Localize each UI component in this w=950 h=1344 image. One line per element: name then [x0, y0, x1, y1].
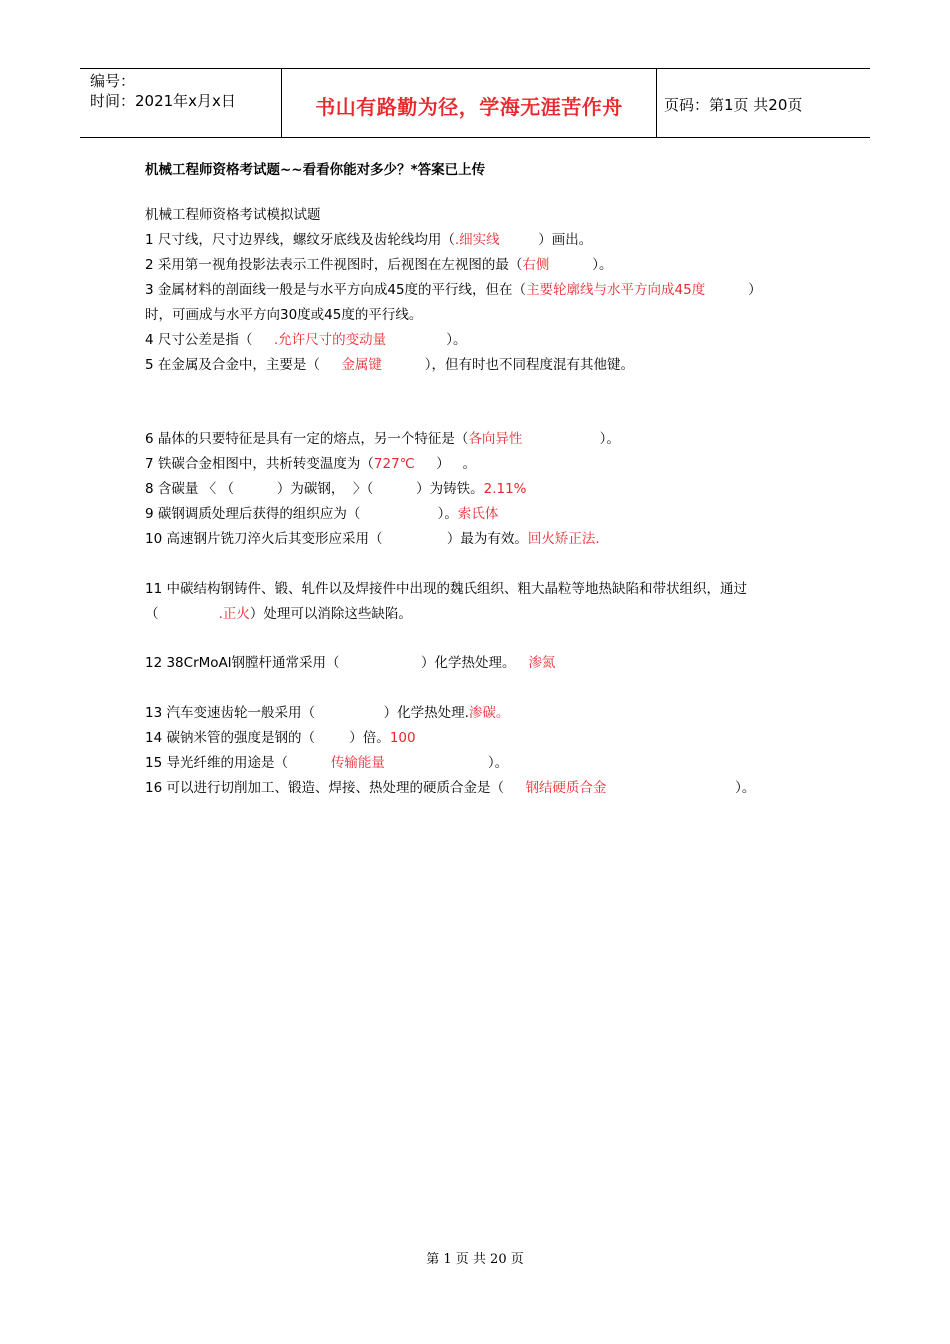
answer: 钢结硬质合金: [525, 780, 607, 796]
question-15: 15 导光纤维的用途是（ 传输能量 ）。: [145, 755, 509, 771]
answer: 各向异性: [468, 431, 523, 447]
answer: 主要轮廓线与水平方向成45度: [526, 282, 706, 298]
question-10: 10 高速钢片铣刀淬火后其变形应采用（ ）最为有效。回火矫正法.: [145, 531, 600, 547]
answer: 右侧: [522, 257, 550, 273]
question-8: 8 含碳量 〈 （ ）为碳钢， 〉（ ）为铸铁。2.11%: [145, 481, 527, 497]
question-11: 11 中碳结构钢铸件、锻、轧件以及焊接件中出现的魏氏组织、粗大晶粒等地热缺陷和带状组织，通过: [145, 581, 747, 597]
answer: 渗碳。: [468, 705, 510, 721]
question-6: 6 晶体的只要特征是具有一定的熔点，另一个特征是（各向异性 ）。: [145, 431, 620, 447]
document-subtitle: 机械工程师资格考试模拟试题: [145, 207, 321, 223]
question-7: 7 铁碳合金相图中，共析转变温度为（727℃ ） 。: [145, 456, 477, 472]
question-2: 2 采用第一视角投影法表示工件视图时，后视图在左视图的最（右侧 ）。: [145, 257, 613, 273]
question-14: 14 碳钠米管的强度是钢的（ ）倍。100: [145, 730, 416, 746]
answer: 2.11%: [483, 481, 527, 497]
header-meta: [90, 71, 236, 111]
question-4: 4 尺寸公差是指（ .允许尺寸的变动量 ）。: [145, 332, 467, 348]
question-13: 13 汽车变速齿轮一般采用（ ）化学热处理.渗碳。: [145, 705, 510, 721]
question-11-cont: （ .正火）处理可以消除这些缺陷。: [145, 606, 412, 622]
question-12: 12 38CrMoAl钢膛杆通常采用（ ）化学热处理。 渗氮: [145, 655, 556, 671]
header-divider: [656, 69, 657, 137]
question-3: 3 金属材料的剖面线一般是与水平方向成45度的平行线，但在（主要轮廓线与水平方向成45度 ）: [145, 282, 762, 298]
question-3-cont: 时，可画成与水平方向30度或45度的平行线。: [145, 307, 423, 323]
answer: 金属键: [341, 357, 382, 373]
question-16: 16 可以进行切削加工、锻造、焊接、热处理的硬质合金是（ 钢结硬质合金 ）。: [145, 780, 756, 796]
header-motto: 书山有路勤为径，学海无涯苦作舟: [315, 95, 623, 119]
answer: .正火: [218, 606, 250, 622]
answer: 回火矫正法.: [527, 531, 600, 547]
header-page-info: 页码：第1页 共20页: [664, 96, 803, 114]
page-footer: 第 1 页 共 20 页: [426, 1252, 524, 1267]
answer: .允许尺寸的变动量: [273, 332, 387, 348]
answer: 索氏体: [457, 506, 499, 522]
answer: 传输能量: [330, 755, 385, 771]
answer: .细实线: [454, 232, 500, 248]
answer: 727℃: [373, 456, 415, 472]
answer: 100: [389, 730, 416, 746]
question-9: 9 碳钢调质处理后获得的组织应为（ ）。索氏体: [145, 506, 499, 522]
document-title: 机械工程师资格考试题~~看看你能对多少？*答案已上传: [145, 162, 486, 178]
date-line: 时间：2021年x月x日: [90, 92, 236, 110]
answer: 渗氮: [528, 655, 556, 671]
question-1: 1 尺寸线，尺寸边界线，螺纹牙底线及齿轮线均用（.细实线 ）画出。: [145, 232, 593, 248]
number-label: 编号：: [90, 72, 136, 90]
page-header: [80, 68, 870, 138]
question-5: 5 在金属及合金中，主要是（ 金属键 ），但有时也不同程度混有其他键。: [145, 357, 635, 373]
